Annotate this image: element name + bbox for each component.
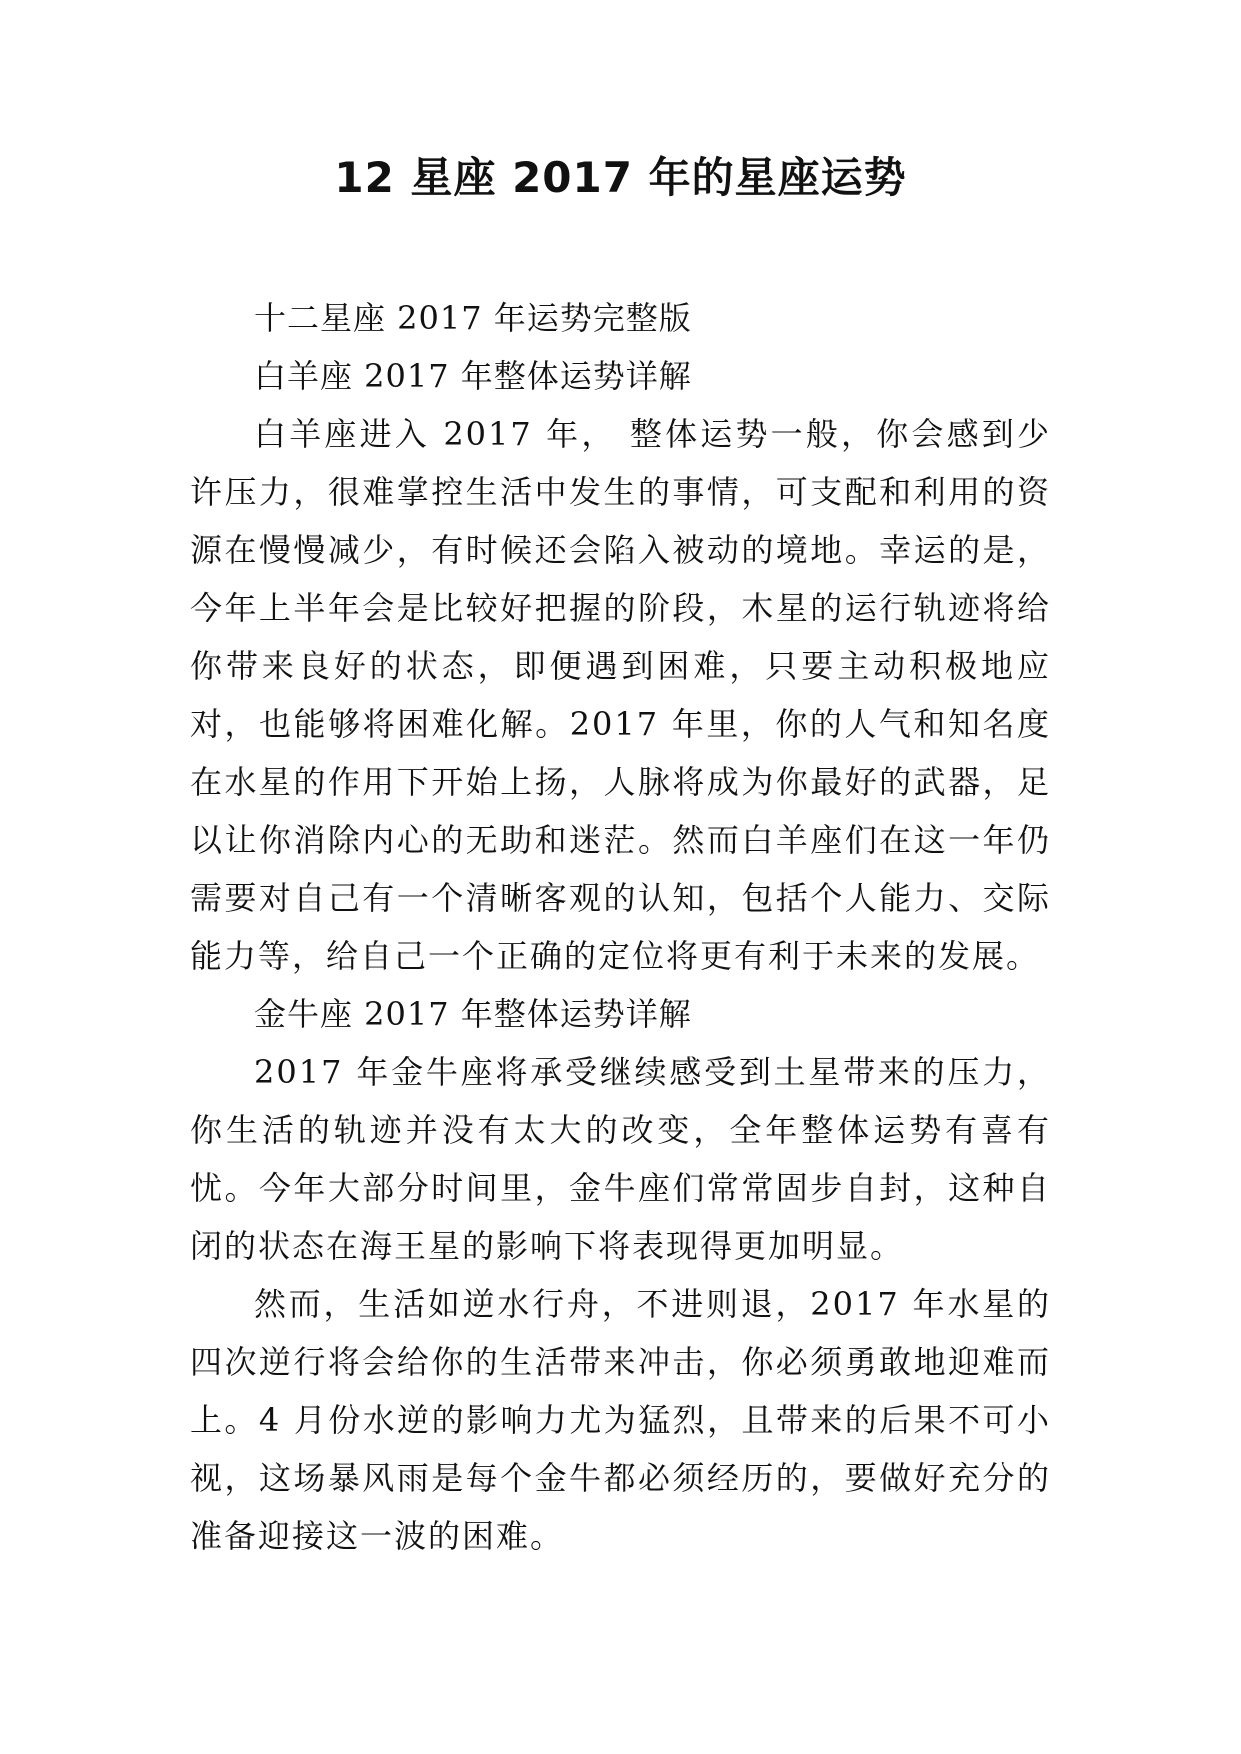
paragraph-taurus-2: 然而，生活如逆水行舟，不进则退，2017 年水星的四次逆行将会给你的生活带来冲击，你必须勇敢地迎难而上。4 月份水逆的影响力尤为猛烈，且带来的后果不可小视，这场暴风雨是每个金牛都必须经历的，要做好充分的准备迎接这一波的困难。 bbox=[190, 1285, 1051, 1555]
document-subtitle: 十二星座 2017 年运势完整版 bbox=[254, 299, 692, 337]
paragraph-taurus-1: 2017 年金牛座将承受继续感受到土星带来的压力，你生活的轨迹并没有太大的改变，全年整体运势有喜有忧。今年大部分时间里，金牛座们常常固步自封，这种自闭的状态在海王星的影响下将表现得更加明显。 bbox=[190, 1053, 1051, 1265]
section-heading-taurus: 金牛座 2017 年整体运势详解 bbox=[254, 995, 692, 1033]
document-title: 12 星座 2017 年的星座运势 bbox=[334, 153, 907, 202]
paragraph-aries: 白羊座进入 2017 年， 整体运势一般，你会感到少许压力，很难掌控生活中发生的事情，可支配和利用的资源在慢慢减少，有时候还会陷入被动的境地。幸运的是，今年上半年会是比较好把握的阶段，木星的运行轨迹将给你带来良好的状态，即便遇到困难，只要主动积极地应对，也能够将困难化解。2017 年里，你的人气和知名度在水星的作用下开始上扬，人脉将成为你最好的武器，足以让你消除内心的无助和迷茫。然而白羊座们在这一年仍需要对自己有一个清晰客观的认知，包括个人能力、交际能力等，给自己一个正确的定位将更有利于未来的发展。 bbox=[190, 415, 1051, 975]
section-heading-aries: 白羊座 2017 年整体运势详解 bbox=[254, 357, 692, 395]
document-body bbox=[190, 289, 1051, 1565]
